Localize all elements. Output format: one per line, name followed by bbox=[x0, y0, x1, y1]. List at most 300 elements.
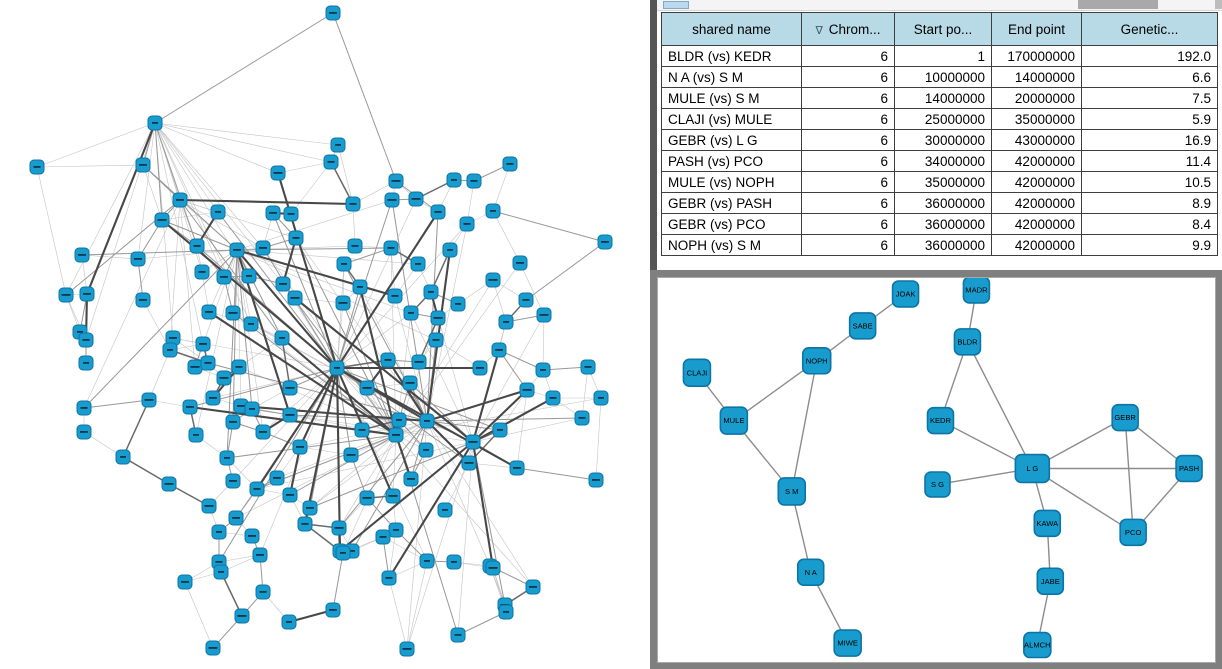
graph-node[interactable] bbox=[409, 192, 423, 206]
graph-node[interactable] bbox=[79, 356, 93, 370]
graph-node[interactable] bbox=[353, 280, 367, 294]
table-row[interactable] bbox=[662, 193, 1218, 214]
node-label-smudge bbox=[335, 144, 341, 146]
graph-node[interactable] bbox=[206, 391, 220, 405]
node-label-smudge bbox=[363, 497, 372, 499]
graph-node[interactable] bbox=[131, 252, 145, 266]
graph-node[interactable] bbox=[116, 450, 130, 464]
graph-node[interactable] bbox=[331, 138, 345, 152]
graph-node[interactable] bbox=[195, 265, 209, 279]
graph-node-jabe[interactable] bbox=[1037, 568, 1063, 594]
graph-node[interactable] bbox=[226, 415, 240, 429]
node-label-smudge bbox=[601, 241, 609, 243]
node-label-smudge bbox=[139, 164, 147, 166]
graph-node[interactable] bbox=[235, 609, 249, 623]
graph-node[interactable] bbox=[289, 231, 303, 245]
graph-node[interactable] bbox=[324, 155, 338, 169]
graph-node[interactable] bbox=[201, 356, 215, 370]
node-label-smudge bbox=[428, 291, 434, 293]
node-label-smudge bbox=[77, 331, 83, 333]
graph-node[interactable] bbox=[431, 311, 445, 325]
graph-node[interactable] bbox=[226, 306, 240, 320]
graph-node-mule[interactable] bbox=[720, 407, 747, 434]
graph-node-pco[interactable] bbox=[1120, 519, 1146, 545]
node-label-smudge bbox=[306, 507, 314, 509]
graph-node[interactable] bbox=[155, 213, 169, 227]
node-label-smudge bbox=[229, 421, 237, 423]
graph-node[interactable] bbox=[443, 243, 457, 257]
cell-value: 6 bbox=[802, 67, 895, 88]
graph-node[interactable] bbox=[196, 337, 210, 351]
graph-node[interactable] bbox=[337, 257, 351, 271]
node-label-smudge bbox=[335, 527, 344, 529]
graph-node[interactable] bbox=[513, 256, 527, 270]
cell-shared-name: BLDR (vs) KEDR bbox=[662, 46, 802, 67]
table-row[interactable] bbox=[662, 88, 1218, 109]
node-label-smudge bbox=[224, 457, 230, 459]
network-edge bbox=[123, 400, 149, 457]
node-label-smudge bbox=[62, 294, 71, 296]
cell-value: 6 bbox=[802, 235, 895, 256]
node-label-smudge bbox=[186, 406, 194, 408]
table-row[interactable] bbox=[662, 235, 1218, 256]
graph-node-lg[interactable] bbox=[1015, 455, 1049, 483]
graph-node[interactable] bbox=[275, 331, 289, 345]
node-label-smudge bbox=[80, 431, 88, 433]
node-label-smudge bbox=[238, 615, 247, 617]
graph-node[interactable] bbox=[431, 205, 445, 219]
network-edge bbox=[967, 342, 1032, 469]
node-label-smudge bbox=[495, 349, 503, 351]
graph-node[interactable] bbox=[348, 239, 362, 253]
node-label-smudge bbox=[516, 262, 524, 264]
graph-node[interactable] bbox=[330, 361, 344, 375]
graph-node[interactable] bbox=[79, 333, 93, 347]
graph-node[interactable] bbox=[253, 548, 267, 562]
column-header-shared-name[interactable] bbox=[662, 13, 802, 46]
node-label-smudge bbox=[392, 295, 399, 297]
node-label-smudge bbox=[424, 420, 430, 422]
svg-text:MIWE: MIWE bbox=[837, 638, 858, 648]
graph-node[interactable] bbox=[536, 363, 550, 377]
node-label-smudge bbox=[329, 12, 337, 14]
graph-node[interactable] bbox=[412, 355, 426, 369]
graph-node[interactable] bbox=[594, 391, 608, 405]
graph-node[interactable] bbox=[226, 474, 240, 488]
graph-node-gebr[interactable] bbox=[1112, 405, 1138, 431]
node-label-smudge bbox=[550, 397, 557, 399]
graph-node[interactable] bbox=[519, 293, 533, 307]
graph-node[interactable] bbox=[460, 217, 474, 231]
node-label-smudge bbox=[193, 434, 199, 436]
graph-node[interactable] bbox=[283, 408, 297, 422]
node-label-smudge bbox=[34, 166, 41, 168]
graph-node[interactable] bbox=[298, 517, 312, 531]
graph-node-madr[interactable] bbox=[963, 278, 989, 303]
node-label-smudge bbox=[489, 279, 498, 281]
graph-node[interactable] bbox=[242, 269, 256, 283]
network-edge bbox=[517, 390, 527, 468]
table-row[interactable] bbox=[662, 151, 1218, 172]
graph-node[interactable] bbox=[173, 193, 187, 207]
node-label-smudge bbox=[259, 247, 267, 249]
cell-shared-name: PASH (vs) PCO bbox=[662, 151, 802, 172]
node-label-smudge bbox=[181, 581, 189, 583]
cell-shared-name: NOPH (vs) S M bbox=[662, 235, 802, 256]
graph-node[interactable] bbox=[499, 315, 513, 329]
graph-node[interactable] bbox=[136, 293, 150, 307]
graph-node[interactable] bbox=[256, 241, 270, 255]
cell-value: 25000000 bbox=[895, 109, 992, 130]
scrollbar-endcap bbox=[1215, 0, 1222, 9]
cell-shared-name: N A (vs) S M bbox=[662, 67, 802, 88]
graph-node[interactable] bbox=[386, 489, 400, 503]
network-edge bbox=[458, 442, 473, 635]
graph-node-miwe[interactable] bbox=[834, 630, 861, 656]
node-label-smudge bbox=[167, 349, 173, 351]
graph-node[interactable] bbox=[492, 343, 506, 357]
graph-node[interactable] bbox=[77, 401, 91, 415]
graph-node[interactable] bbox=[283, 381, 297, 395]
graph-node[interactable] bbox=[344, 448, 358, 462]
node-label-smudge bbox=[341, 263, 347, 265]
graph-node[interactable] bbox=[360, 381, 374, 395]
node-label-smudge bbox=[249, 408, 255, 410]
node-label-smudge bbox=[598, 397, 604, 399]
graph-node-noph[interactable] bbox=[803, 348, 831, 374]
graph-node[interactable] bbox=[589, 473, 603, 487]
graph-node-kawa[interactable] bbox=[1034, 510, 1060, 536]
column-header-chromosome[interactable] bbox=[802, 13, 895, 46]
cell-value: 42000000 bbox=[992, 235, 1082, 256]
cell-value: 42000000 bbox=[992, 214, 1082, 235]
node-label-smudge bbox=[152, 122, 158, 124]
node-label-smudge bbox=[424, 560, 430, 562]
cell-value: 14000000 bbox=[992, 67, 1082, 88]
node-label-smudge bbox=[412, 198, 421, 200]
graph-node[interactable] bbox=[424, 285, 438, 299]
table-row[interactable] bbox=[662, 130, 1218, 151]
graph-node[interactable] bbox=[389, 428, 403, 442]
filter-icon[interactable]: ∇ bbox=[815, 24, 823, 37]
graph-node[interactable] bbox=[59, 288, 73, 302]
network-edge bbox=[338, 145, 353, 204]
graph-node[interactable] bbox=[382, 571, 396, 585]
graph-node[interactable] bbox=[142, 393, 156, 407]
column-label: Genetic... bbox=[1120, 21, 1179, 37]
node-label-smudge bbox=[246, 275, 252, 277]
node-label-smudge bbox=[592, 479, 600, 481]
network-edge bbox=[155, 123, 197, 246]
graph-node[interactable] bbox=[503, 157, 517, 171]
node-label-smudge bbox=[279, 337, 285, 339]
node-label-smudge bbox=[215, 211, 221, 213]
node-label-smudge bbox=[199, 271, 206, 273]
graph-node[interactable] bbox=[332, 521, 346, 535]
node-label-smudge bbox=[490, 210, 496, 212]
graph-node[interactable] bbox=[598, 235, 612, 249]
node-label-smudge bbox=[385, 359, 392, 361]
graph-node-sm[interactable] bbox=[778, 478, 805, 505]
network-edge bbox=[233, 250, 237, 422]
node-label-smudge bbox=[392, 434, 400, 436]
graph-node[interactable] bbox=[162, 477, 176, 491]
node-label-smudge bbox=[329, 609, 337, 611]
node-label-smudge bbox=[357, 286, 363, 288]
network-edge bbox=[87, 123, 155, 294]
graph-node-kedr[interactable] bbox=[928, 408, 954, 434]
graph-node[interactable] bbox=[202, 305, 216, 319]
graph-node[interactable] bbox=[211, 205, 225, 219]
graph-node[interactable] bbox=[404, 472, 418, 486]
node-label-smudge bbox=[507, 163, 514, 165]
network-edge bbox=[517, 468, 596, 480]
node-label-smudge bbox=[455, 634, 462, 636]
graph-node[interactable] bbox=[546, 391, 560, 405]
svg-text:PASH: PASH bbox=[1179, 464, 1200, 474]
node-label-smudge bbox=[191, 366, 200, 368]
sub-network-canvas[interactable] bbox=[657, 277, 1216, 663]
graph-node-sg[interactable] bbox=[925, 472, 950, 497]
graph-node[interactable] bbox=[360, 491, 374, 505]
graph-node[interactable] bbox=[183, 400, 197, 414]
network-edge bbox=[37, 165, 143, 167]
graph-node[interactable] bbox=[80, 287, 94, 301]
graph-node[interactable] bbox=[256, 425, 270, 439]
node-label-smudge bbox=[220, 276, 228, 278]
node-label-smudge bbox=[145, 399, 154, 401]
graph-node[interactable] bbox=[420, 554, 434, 568]
graph-node[interactable] bbox=[447, 173, 461, 187]
graph-node-sabe[interactable] bbox=[850, 313, 876, 339]
graph-node[interactable] bbox=[77, 425, 91, 439]
node-label-smudge bbox=[220, 377, 229, 379]
table-row[interactable] bbox=[662, 172, 1218, 193]
graph-node[interactable] bbox=[148, 116, 162, 130]
graph-node-pash[interactable] bbox=[1176, 456, 1202, 482]
graph-node[interactable] bbox=[411, 257, 425, 271]
node-label-smudge bbox=[359, 429, 366, 431]
svg-text:MADR: MADR bbox=[965, 285, 988, 295]
node-label-smudge bbox=[455, 303, 461, 305]
graph-node[interactable] bbox=[276, 277, 290, 291]
graph-node[interactable] bbox=[389, 174, 403, 188]
cell-value: 8.4 bbox=[1082, 214, 1218, 235]
node-label-smudge bbox=[523, 389, 532, 391]
table-row[interactable] bbox=[662, 46, 1218, 67]
graph-node[interactable] bbox=[212, 525, 226, 539]
graph-node[interactable] bbox=[473, 361, 487, 375]
graph-node[interactable] bbox=[419, 443, 433, 457]
graph-node[interactable] bbox=[270, 471, 284, 485]
node-label-smudge bbox=[433, 339, 440, 341]
svg-text:PCO: PCO bbox=[1124, 527, 1142, 537]
graph-node[interactable] bbox=[189, 428, 203, 442]
node-label-smudge bbox=[83, 339, 90, 341]
graph-node[interactable] bbox=[214, 565, 228, 579]
graph-node[interactable] bbox=[493, 423, 507, 437]
node-label-smudge bbox=[254, 488, 261, 490]
node-label-smudge bbox=[347, 454, 356, 456]
graph-node[interactable] bbox=[288, 291, 302, 305]
node-label-smudge bbox=[286, 494, 294, 496]
column-header-start-position[interactable] bbox=[895, 13, 992, 46]
node-label-smudge bbox=[256, 554, 264, 556]
graph-node[interactable] bbox=[389, 523, 403, 537]
node-label-smudge bbox=[489, 567, 498, 569]
graph-node[interactable] bbox=[230, 243, 244, 257]
graph-node[interactable] bbox=[447, 555, 461, 569]
graph-node[interactable] bbox=[486, 561, 500, 575]
svg-text:JABE: JABE bbox=[1040, 576, 1060, 586]
graph-node-almch[interactable] bbox=[1024, 633, 1051, 658]
cell-value: 14000000 bbox=[895, 88, 992, 109]
graph-node[interactable] bbox=[232, 360, 246, 374]
cell-value: 20000000 bbox=[992, 88, 1082, 109]
graph-node[interactable] bbox=[326, 603, 340, 617]
cell-value: 170000000 bbox=[992, 46, 1082, 67]
graph-node[interactable] bbox=[282, 615, 296, 629]
graph-node[interactable] bbox=[244, 317, 258, 331]
graph-node[interactable] bbox=[271, 166, 285, 180]
graph-node[interactable] bbox=[293, 440, 307, 454]
graph-node[interactable] bbox=[420, 414, 434, 428]
graph-node[interactable] bbox=[381, 353, 395, 367]
graph-node[interactable] bbox=[384, 241, 398, 255]
graph-node[interactable] bbox=[486, 204, 500, 218]
graph-node[interactable] bbox=[404, 306, 418, 320]
graph-node[interactable] bbox=[188, 360, 202, 374]
graph-node[interactable] bbox=[346, 197, 360, 211]
graph-node[interactable] bbox=[510, 461, 524, 475]
graph-node[interactable] bbox=[217, 371, 231, 385]
graph-node[interactable] bbox=[245, 529, 259, 543]
graph-node-na[interactable] bbox=[798, 559, 824, 585]
column-header-end-point[interactable] bbox=[992, 13, 1082, 46]
graph-node[interactable] bbox=[206, 641, 220, 655]
cell-value: 16.9 bbox=[1082, 130, 1218, 151]
node-label-smudge bbox=[540, 314, 549, 316]
graph-node[interactable] bbox=[326, 6, 340, 20]
node-label-smudge bbox=[451, 561, 457, 563]
network-edge bbox=[84, 200, 180, 408]
node-label-smudge bbox=[209, 397, 217, 399]
graph-node[interactable] bbox=[336, 546, 350, 560]
graph-node[interactable] bbox=[575, 411, 589, 425]
node-label-smudge bbox=[464, 223, 471, 225]
graph-node[interactable] bbox=[283, 488, 297, 502]
cell-value: 36000000 bbox=[895, 193, 992, 214]
graph-node[interactable] bbox=[526, 580, 540, 594]
graph-node[interactable] bbox=[429, 333, 443, 347]
node-label-smudge bbox=[260, 591, 267, 593]
graph-node[interactable] bbox=[451, 297, 465, 311]
node-label-smudge bbox=[406, 382, 415, 384]
graph-node[interactable] bbox=[376, 530, 390, 544]
network-edge bbox=[155, 13, 333, 123]
node-label-smudge bbox=[302, 523, 309, 525]
network-edge bbox=[295, 298, 473, 442]
graph-node[interactable] bbox=[256, 585, 270, 599]
graph-node[interactable] bbox=[388, 289, 402, 303]
node-label-smudge bbox=[393, 529, 399, 531]
cell-value: 6 bbox=[802, 130, 895, 151]
table-row[interactable] bbox=[662, 109, 1218, 130]
network-edge bbox=[300, 447, 351, 455]
graph-node[interactable] bbox=[520, 383, 534, 397]
node-label-smudge bbox=[447, 249, 453, 251]
node-label-smudge bbox=[205, 311, 213, 313]
node-label-smudge bbox=[392, 180, 401, 182]
graph-node[interactable] bbox=[403, 376, 417, 390]
graph-node[interactable] bbox=[202, 499, 216, 513]
node-label-smudge bbox=[209, 647, 218, 649]
node-label-smudge bbox=[259, 431, 267, 433]
graph-node[interactable] bbox=[462, 456, 476, 470]
graph-node[interactable] bbox=[229, 511, 243, 525]
graph-node[interactable] bbox=[438, 503, 452, 517]
graph-node[interactable] bbox=[451, 628, 465, 642]
network-edge bbox=[493, 211, 520, 263]
graph-node[interactable] bbox=[250, 482, 264, 496]
graph-node[interactable] bbox=[400, 642, 414, 656]
graph-node[interactable] bbox=[303, 501, 317, 515]
column-label: Start po... bbox=[913, 21, 973, 37]
svg-text:S G: S G bbox=[930, 480, 945, 490]
graph-node[interactable] bbox=[190, 239, 204, 253]
graph-node[interactable] bbox=[266, 206, 280, 220]
graph-node[interactable] bbox=[336, 296, 350, 310]
graph-node[interactable] bbox=[499, 605, 513, 619]
column-header-genetic[interactable] bbox=[1082, 13, 1218, 46]
graph-node[interactable] bbox=[220, 451, 234, 465]
graph-node[interactable] bbox=[355, 423, 369, 437]
graph-node[interactable] bbox=[486, 273, 500, 287]
graph-node[interactable] bbox=[467, 174, 481, 188]
graph-node[interactable] bbox=[30, 160, 44, 174]
node-label-smudge bbox=[232, 517, 240, 519]
graph-node-bldr[interactable] bbox=[954, 329, 980, 355]
table-row[interactable] bbox=[662, 67, 1218, 88]
graph-node[interactable] bbox=[581, 360, 595, 374]
graph-node[interactable] bbox=[245, 402, 259, 416]
graph-node[interactable] bbox=[136, 158, 150, 172]
scrollbar-thumb[interactable] bbox=[663, 1, 689, 9]
graph-node[interactable] bbox=[217, 270, 231, 284]
node-label-smudge bbox=[81, 407, 88, 409]
node-label-smudge bbox=[248, 323, 254, 325]
graph-node[interactable] bbox=[385, 193, 399, 207]
node-label-smudge bbox=[503, 611, 509, 613]
cell-value: 6 bbox=[802, 109, 895, 130]
graph-node[interactable] bbox=[75, 248, 89, 262]
node-label-smudge bbox=[248, 535, 256, 537]
node-label-smudge bbox=[134, 258, 142, 260]
graph-node-claji[interactable] bbox=[683, 359, 710, 386]
node-label-smudge bbox=[407, 478, 415, 480]
horizontal-scrollbar[interactable] bbox=[657, 0, 1222, 11]
node-label-smudge bbox=[288, 213, 295, 215]
graph-node[interactable] bbox=[284, 207, 298, 221]
graph-node[interactable] bbox=[178, 575, 192, 589]
graph-node-joak[interactable] bbox=[893, 281, 919, 307]
graph-node[interactable] bbox=[537, 308, 551, 322]
graph-node[interactable] bbox=[466, 435, 480, 449]
table-row[interactable] bbox=[662, 214, 1218, 235]
graph-node[interactable] bbox=[163, 343, 177, 357]
node-label-smudge bbox=[540, 369, 546, 371]
graph-node[interactable] bbox=[392, 413, 406, 427]
